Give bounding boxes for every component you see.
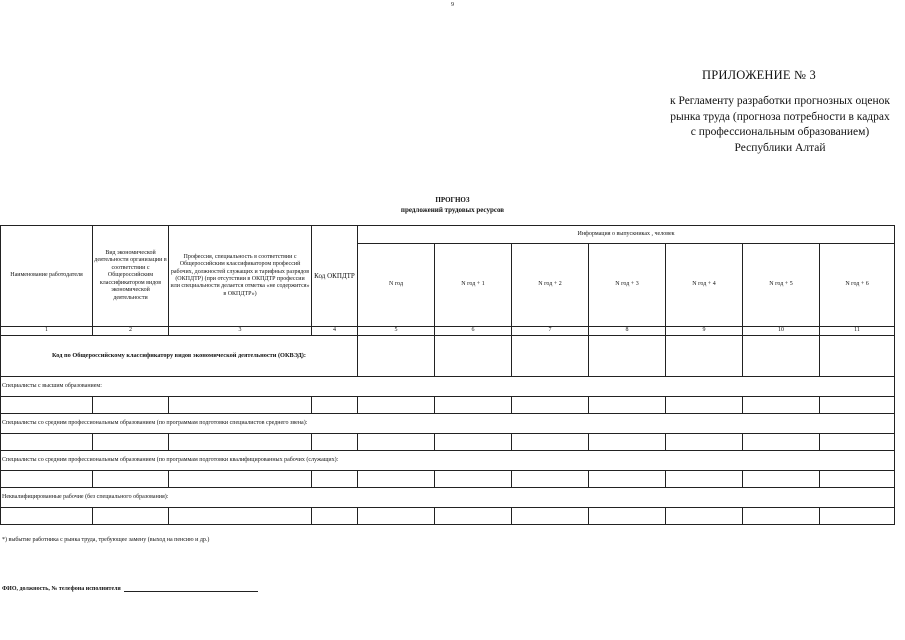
column-number: 11 (820, 327, 895, 336)
okved-row-label: Код по Общероссийскому классификатору видов экономической деятельности (ОКВЭД): (1, 336, 358, 377)
table-cell[interactable] (1, 508, 93, 525)
header-year: N год + 1 (435, 244, 512, 327)
table-cell[interactable] (820, 397, 895, 414)
document-title-line1: ПРОГНОЗ (435, 196, 470, 204)
okved-row (1, 336, 895, 377)
table-cell[interactable] (358, 508, 435, 525)
table-cell[interactable] (820, 508, 895, 525)
table-cell[interactable] (589, 397, 666, 414)
table-cell[interactable] (512, 397, 589, 414)
table-cell[interactable] (1, 397, 93, 414)
table-cell[interactable] (312, 434, 358, 451)
table-cell[interactable] (743, 397, 820, 414)
table-cell[interactable] (358, 434, 435, 451)
column-number: 2 (93, 327, 169, 336)
table-cell[interactable] (820, 336, 895, 377)
table-cell[interactable] (93, 397, 169, 414)
header-code: Код ОКПДТР (312, 226, 358, 327)
appendix-title: ПРИЛОЖЕНИЕ № 3 (702, 68, 816, 82)
table-cell[interactable] (358, 397, 435, 414)
table-cell[interactable] (820, 471, 895, 488)
header-year: N год + 3 (589, 244, 666, 327)
header-row-top (1, 226, 895, 244)
table-cell[interactable] (743, 508, 820, 525)
page-number: 9 (451, 2, 454, 8)
appendix-subtitle: к Регламенту разработки прогнозных оценок рынка труда (прогноза потребности в кадрах с профессиональным образованием) Республики Алтай (670, 95, 890, 154)
column-number: 5 (358, 327, 435, 336)
header-year: N год + 2 (512, 244, 589, 327)
table-cell[interactable] (512, 471, 589, 488)
table-cell[interactable] (666, 508, 743, 525)
column-number-row (1, 327, 895, 336)
table-cell[interactable] (1, 434, 93, 451)
table-cell[interactable] (435, 508, 512, 525)
column-number: 10 (743, 327, 820, 336)
table-cell[interactable] (312, 508, 358, 525)
signature-label: ФИО, должность, № телефона исполнителя (2, 586, 121, 592)
section-label: Специалисты со средним профессиональным образованием (по программам подготовки квалифицированных рабочих (служащих): (1, 451, 895, 471)
table-cell[interactable] (358, 471, 435, 488)
section-row (1, 488, 895, 508)
table-cell[interactable] (666, 471, 743, 488)
column-number: 8 (589, 327, 666, 336)
table-cell[interactable] (666, 434, 743, 451)
table-cell[interactable] (589, 434, 666, 451)
table-cell[interactable] (93, 508, 169, 525)
column-number: 7 (512, 327, 589, 336)
table-cell[interactable] (93, 471, 169, 488)
table-cell[interactable] (435, 471, 512, 488)
table-cell[interactable] (666, 397, 743, 414)
table-cell[interactable] (169, 508, 312, 525)
table-cell[interactable] (743, 336, 820, 377)
table-cell[interactable] (743, 471, 820, 488)
header-profession: Профессия, специальность в соответствии с Общероссийским классификатором профессий рабочих, должностей служащих и тарифных разрядов (ОКПДТР) (при отсутствии в ОКПДТР профессии или специальности делается отметка «не содержится» в ОКПДТР») (169, 226, 312, 327)
table-cell[interactable] (820, 434, 895, 451)
table-cell[interactable] (512, 508, 589, 525)
table-cell[interactable] (512, 434, 589, 451)
header-activity: Вид экономической деятельности организации в соответствии с Общероссийским классификатором видов экономической деятельности (93, 226, 169, 327)
signature-blank[interactable] (124, 591, 258, 592)
header-year: N год + 5 (743, 244, 820, 327)
header-year: N год + 6 (820, 244, 895, 327)
table-cell[interactable] (589, 508, 666, 525)
column-number: 9 (666, 327, 743, 336)
header-employer: Наименование работодателя (1, 226, 93, 327)
table-cell[interactable] (589, 471, 666, 488)
signature-line (2, 586, 258, 592)
table-cell[interactable] (666, 336, 743, 377)
column-number: 3 (169, 327, 312, 336)
footnote: *) выбытие работника с рынка труда, требующее замену (выход на пенсию и др.) (2, 537, 210, 543)
column-number: 6 (435, 327, 512, 336)
table-cell[interactable] (1, 471, 93, 488)
section-row (1, 451, 895, 471)
table-cell[interactable] (435, 336, 512, 377)
section-label: Специалисты со средним профессиональным образованием (по программам подготовки специалистов среднего звена): (1, 414, 895, 434)
column-number: 4 (312, 327, 358, 336)
table-cell[interactable] (169, 434, 312, 451)
header-graduates-group: Информация о выпускниках , человек (358, 226, 895, 244)
table-cell[interactable] (435, 397, 512, 414)
forecast-table (0, 225, 895, 525)
document-title (300, 195, 605, 215)
column-number: 1 (1, 327, 93, 336)
table-cell[interactable] (512, 336, 589, 377)
table-cell[interactable] (169, 397, 312, 414)
table-cell[interactable] (435, 434, 512, 451)
table-cell[interactable] (743, 434, 820, 451)
table-cell[interactable] (93, 434, 169, 451)
document-title-line2: предложений трудовых ресурсов (400, 206, 505, 214)
table-row (1, 508, 895, 525)
header-year: N год + 4 (666, 244, 743, 327)
table-cell[interactable] (312, 471, 358, 488)
table-row (1, 471, 895, 488)
table-cell[interactable] (589, 336, 666, 377)
header-year: N год (358, 244, 435, 327)
section-label: Неквалифицированные рабочие (без специального образования): (1, 488, 895, 508)
section-row (1, 377, 895, 397)
table-cell[interactable] (169, 471, 312, 488)
section-row (1, 414, 895, 434)
table-row (1, 434, 895, 451)
section-label: Специалисты с высшим образованием: (1, 377, 895, 397)
table-cell[interactable] (358, 336, 435, 377)
table-row (1, 397, 895, 414)
table-cell[interactable] (312, 397, 358, 414)
